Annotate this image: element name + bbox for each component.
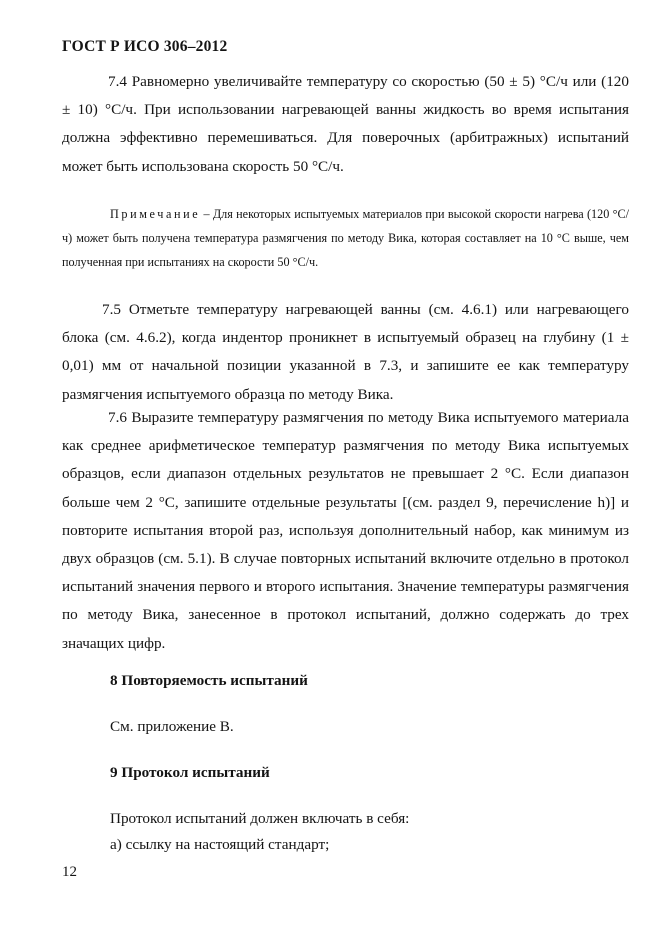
- section-8-heading: 8 Повторяемость испытаний: [110, 672, 308, 689]
- document-header: ГОСТ Р ИСО 306–2012: [62, 38, 228, 55]
- note-paragraph: [62, 202, 629, 274]
- section-8-text: См. приложение В.: [110, 718, 234, 735]
- section-9-item-a: a) ссылку на настоящий стандарт;: [110, 836, 330, 853]
- paragraph-7-4: 7.4 Равномерно увеличивайте температуру со скоростью (50 ± 5) °С/ч или (120 ± 10) °С/ч. При использовании нагревающей ванны жидкость во время испытания должна эффективно перемешиваться. Для поверочных (арбитражных) испытаний может быть использована скорость 50 °С/ч.: [62, 73, 629, 175]
- note-label: Примечание: [110, 207, 201, 221]
- paragraph-7-5: 7.5 Отметьте температуру нагревающей ванны (см. 4.6.1) или нагревающего блока (см. 4.6.2), когда индентор проникнет в испытуемый образец на глубину (1 ± 0,01) мм от начальной позиции указанной в 7.3, и запишите ее как температуру размягчения испытуемого образца по методу Вика.: [62, 301, 629, 403]
- paragraph-7-6: 7.6 Выразите температуру размягчения по методу Вика испытуемого материала как среднее арифметическое температур размягчения по методу Вика испытуемых образцов, если диапазон отдельных результатов не превышает 2 °С. Если диапазон больше чем 2 °С, запишите отдельные результаты [(см. раздел 9, перечисление h)] и повторите испытания второй раз, используя дополнительный набор, как минимум из двух образцов (см. 5.1). В случае повторных испытаний включите отдельно в протокол испытаний значения первого и второго испытания. Значение температуры размягчения по методу Вика, занесенное в протокол испытаний, должно содержать до трех значащих цифр.: [62, 409, 629, 652]
- page-number: 12: [62, 864, 77, 880]
- note-text: – Для некоторых испытуемых материалов при высокой скорости нагрева (120 °С/ч) может быть получена температура размягчения по методу Вика, которая составляет на 10 °С выше, чем полученная при испытаниях на скорости 50 °С/ч.: [62, 207, 629, 269]
- section-9-intro: Протокол испытаний должен включать в себя:: [110, 810, 410, 827]
- section-9-heading: 9 Протокол испытаний: [110, 764, 270, 781]
